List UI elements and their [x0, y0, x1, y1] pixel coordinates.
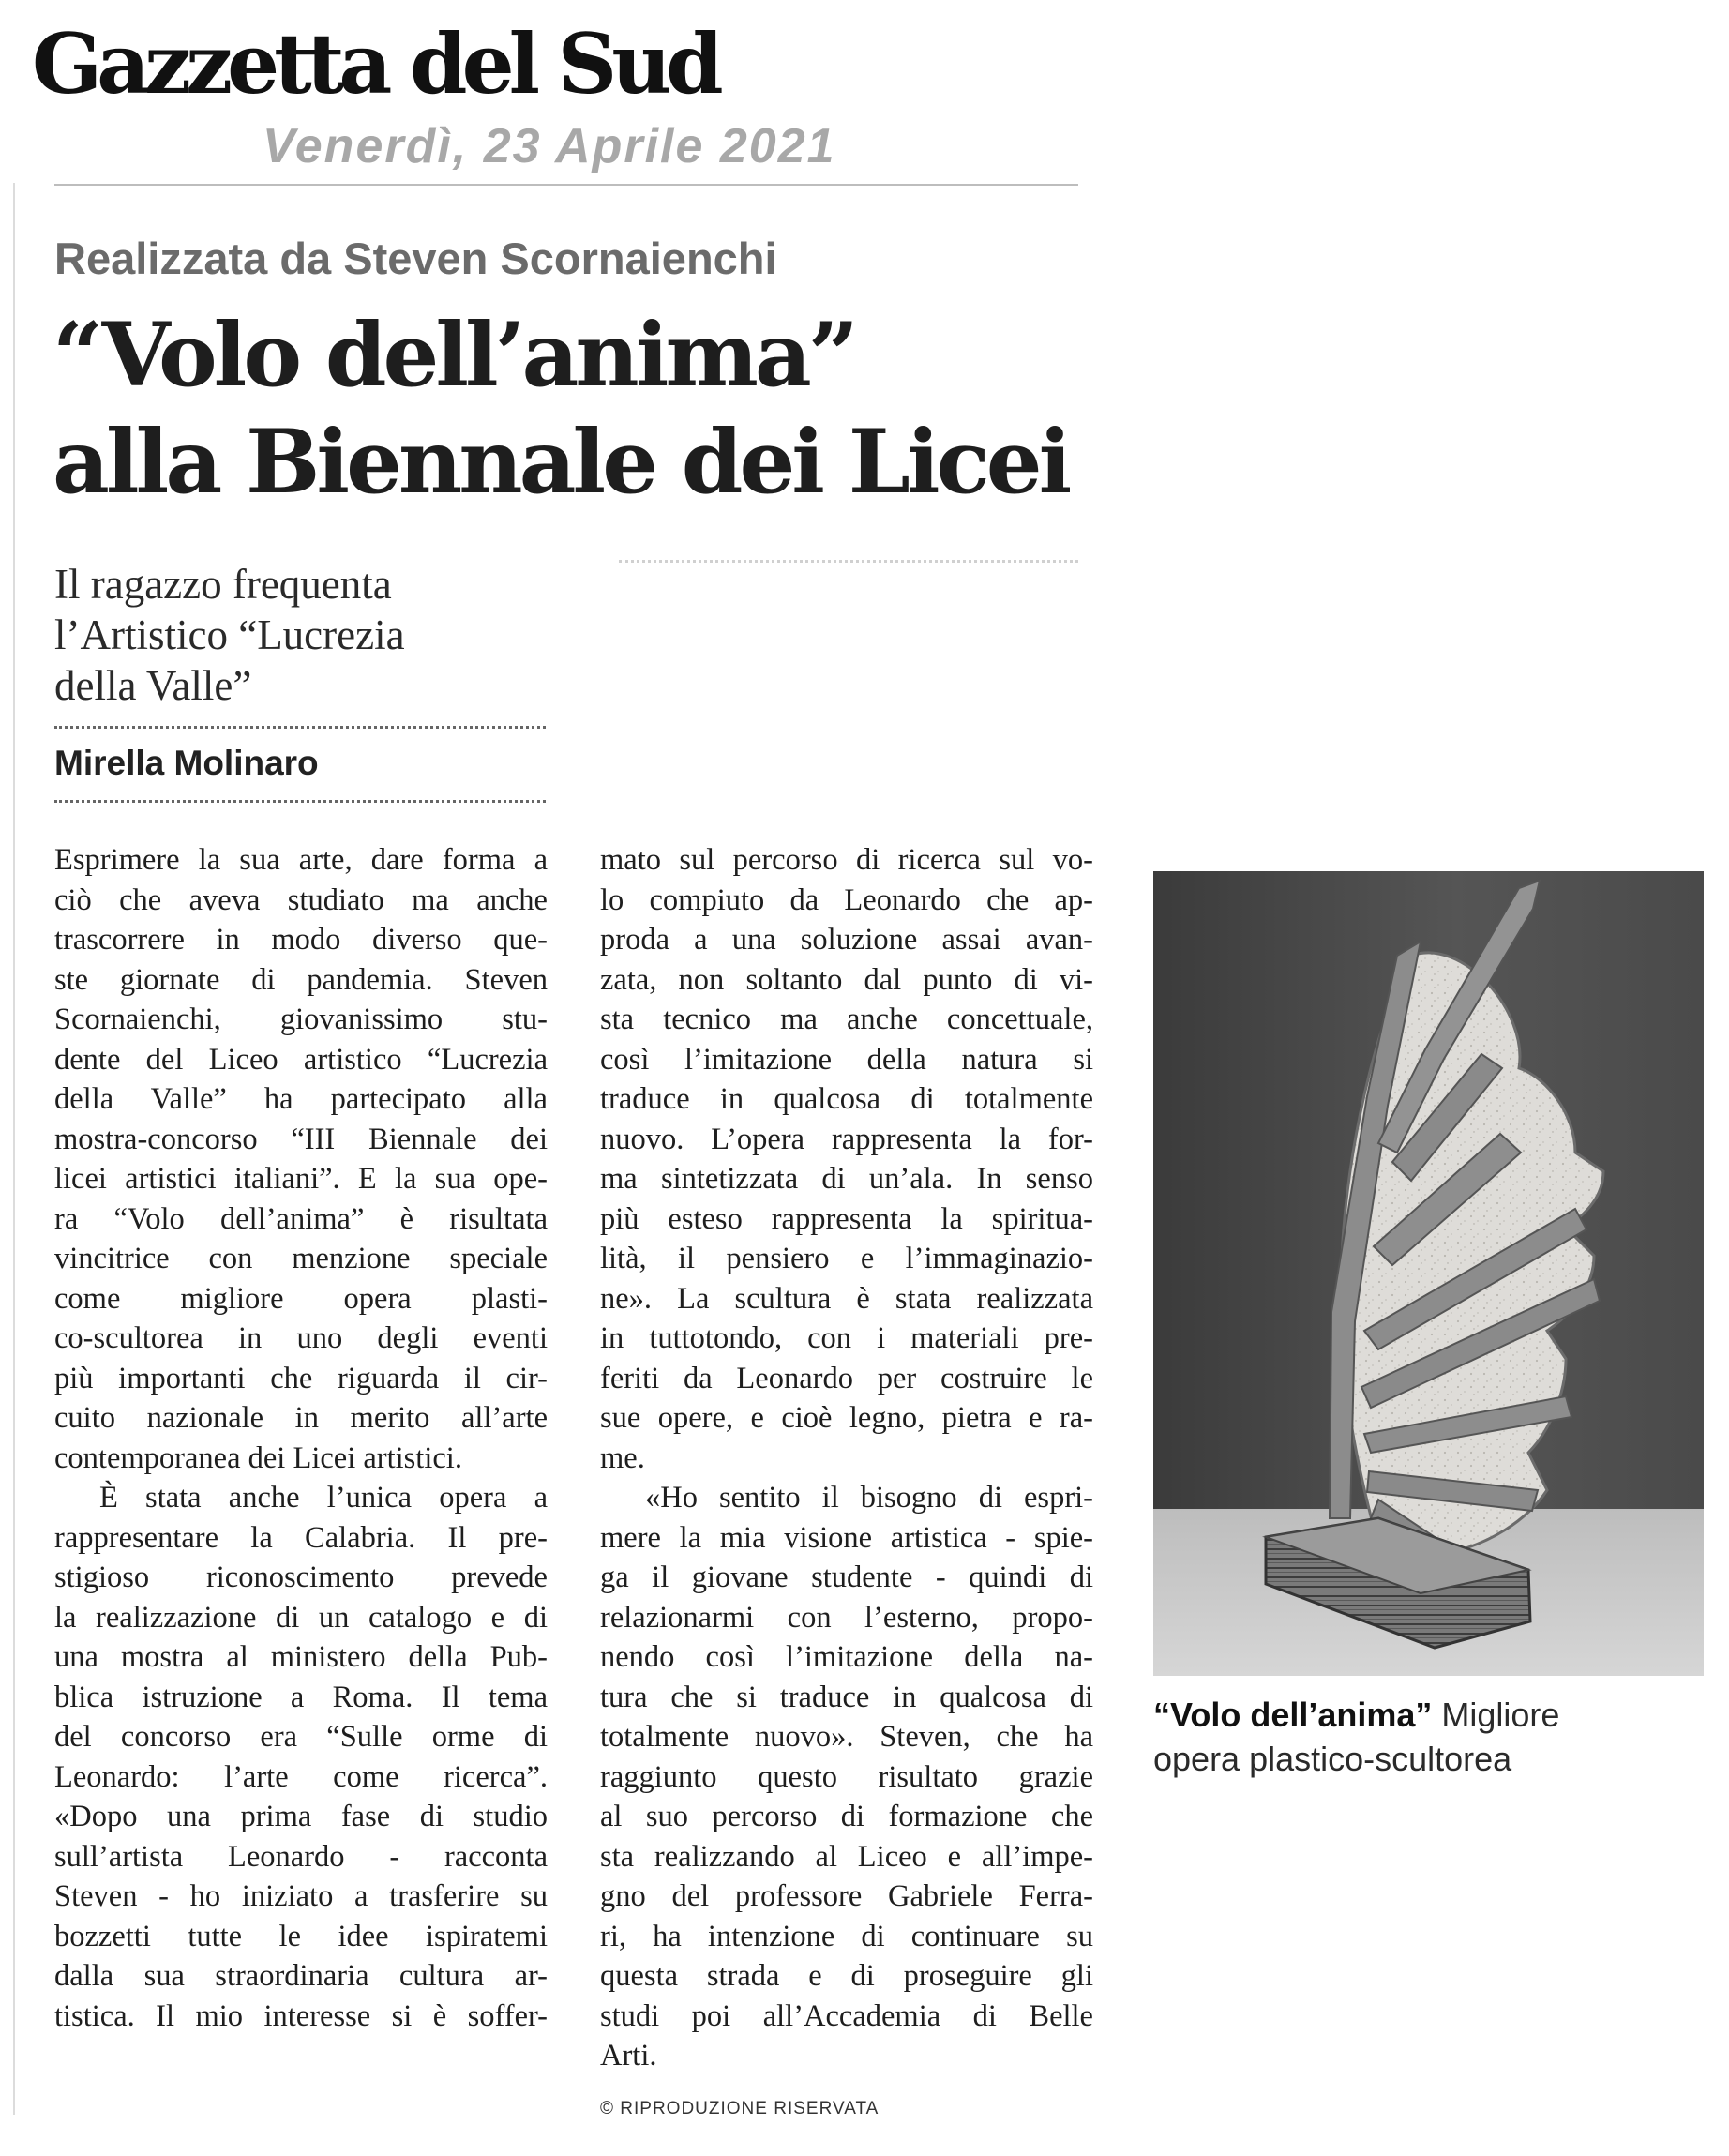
text-line: sta realizzando al Liceo e all’impe-	[600, 1839, 1093, 1874]
text-line: rappresentare la Calabria. Il pre-	[54, 1520, 548, 1555]
deck-line: Il ragazzo frequenta	[54, 561, 392, 608]
article-kicker: Realizzata da Steven Scornaienchi	[54, 234, 777, 283]
caption-title: “Volo dell’anima”	[1153, 1696, 1433, 1734]
caption-text: opera plastico-scultorea	[1153, 1740, 1512, 1778]
headline-line: alla Biennale dei Licei	[53, 411, 1069, 514]
text-line: totalmente nuovo». Steven, che ha	[600, 1720, 1093, 1754]
article-column-2	[600, 840, 1093, 2076]
text-line: così l’imitazione della natura si	[600, 1042, 1093, 1077]
text-line: in tuttotondo, con i materiali pre-	[600, 1321, 1093, 1355]
text-line: dente del Liceo artistico “Lucrezia	[54, 1042, 548, 1077]
text-line: Scornaienchi, giovanissimo stu-	[54, 1003, 548, 1036]
text-line: licei artistici italiani”. E la sua ope-	[54, 1162, 548, 1196]
issue-date: Venerdì, 23 Aprile 2021	[263, 119, 836, 173]
text-line: la realizzazione di un catalogo e di	[54, 1600, 548, 1635]
text-line: ciò che aveva studiato ma anche	[54, 882, 548, 917]
text-line: bozzetti tutte le idee ispiratemi	[54, 1919, 548, 1953]
text-line: tura che si traduce in qualcosa di	[600, 1680, 1093, 1714]
text-line: mere la mia visione artistica - spie-	[600, 1520, 1093, 1555]
text-line: gno del professore Gabriele Ferra-	[600, 1879, 1093, 1913]
print-speckle	[619, 560, 1078, 563]
article-headline	[53, 302, 1068, 516]
text-line: relazionarmi con l’esterno, propo-	[600, 1600, 1093, 1635]
headline-line: “Volo dell’anima”	[53, 304, 855, 407]
text-line: stigioso riconoscimento prevede	[54, 1560, 548, 1594]
text-line: traduce in qualcosa di totalmente	[600, 1082, 1093, 1116]
text-line: «Dopo una prima fase di studio	[54, 1800, 548, 1833]
text-line: della Valle” ha partecipato alla	[54, 1082, 548, 1116]
copyright-notice: © RIPRODUZIONE RISERVATA	[600, 2099, 880, 2118]
text-line: mato sul percorso di ricerca sul vo-	[600, 843, 1093, 877]
photo-caption	[1153, 1693, 1716, 1781]
text-line: tistica. Il mio interesse si è soffer-	[54, 1998, 548, 2033]
text-line: zata, non soltanto dal punto di vi-	[600, 962, 1093, 997]
dotted-divider	[54, 800, 546, 803]
text-line: lità, il pensiero e l’immaginazio-	[600, 1242, 1093, 1275]
text-line: più esteso rappresenta la spiritua-	[600, 1201, 1093, 1236]
text-line: sue opere, e cioè legno, pietra e ra-	[600, 1401, 1093, 1435]
text-line: sull’artista Leonardo - racconta	[54, 1839, 548, 1874]
text-line: Esprimere la sua arte, dare forma a	[54, 843, 548, 877]
deck-line: l’Artistico “Lucrezia	[54, 611, 405, 658]
text-line: trascorrere in modo diverso que-	[54, 923, 548, 957]
text-line: del concorso era “Sulle orme di	[54, 1720, 548, 1754]
text-line: Steven - ho iniziato a trasferire su	[54, 1879, 548, 1913]
text-line: al suo percorso di formazione che	[600, 1800, 1093, 1833]
text-line: vincitrice con menzione speciale	[54, 1242, 548, 1275]
text-line: co-scultorea in uno degli eventi	[54, 1321, 548, 1355]
newspaper-masthead: Gazzetta del Sud	[32, 15, 718, 113]
text-line: raggiunto questo risultato grazie	[600, 1759, 1093, 1794]
text-line: lo compiuto da Leonardo che ap-	[600, 882, 1093, 917]
text-line: ri, ha intenzione di continuare su	[600, 1919, 1093, 1953]
author-byline: Mirella Molinaro	[54, 744, 319, 782]
text-line: ra “Volo dell’anima” è risultata	[54, 1201, 548, 1236]
text-line: ma sintetizzata di un’ala. In senso	[600, 1162, 1093, 1196]
article-column-1	[54, 840, 548, 2036]
text-line: blica istruzione a Roma. Il tema	[54, 1680, 548, 1714]
text-line: Arti.	[600, 2039, 657, 2073]
dotted-divider	[54, 726, 546, 729]
text-line: come migliore opera plasti-	[54, 1281, 548, 1316]
text-line: contemporanea dei Licei artistici.	[54, 1440, 462, 1475]
text-line: ne». La scultura è stata realizzata	[600, 1281, 1093, 1316]
text-line: sta tecnico ma anche concettuale,	[600, 1003, 1093, 1036]
text-line: nendo così l’imitazione della na-	[600, 1640, 1093, 1674]
text-line: Leonardo: l’arte come ricerca”.	[54, 1759, 548, 1794]
text-line: feriti da Leonardo per costruire le	[600, 1361, 1093, 1395]
text-line: una mostra al ministero della Pub-	[54, 1640, 548, 1674]
text-line: ste giornate di pandemia. Steven	[54, 962, 548, 997]
deck-line: della Valle”	[54, 662, 252, 709]
text-line: questa strada e di proseguire gli	[600, 1959, 1093, 1993]
text-line: mostra-concorso “III Biennale dei	[54, 1122, 548, 1156]
text-line: nuovo. L’opera rappresenta la for-	[600, 1122, 1093, 1156]
text-line: «Ho sentito il bisogno di espri-	[645, 1481, 1093, 1515]
text-line: me.	[600, 1440, 645, 1475]
sculpture-photo	[1153, 871, 1704, 1676]
text-line: È stata anche l’unica opera a	[99, 1481, 548, 1515]
header-divider	[54, 184, 1078, 186]
text-line: studi poi all’Accademia di Belle	[600, 1998, 1093, 2033]
clipping-edge-line	[13, 183, 15, 2115]
text-line: più importanti che riguarda il cir-	[54, 1361, 548, 1395]
caption-text: Migliore	[1432, 1696, 1560, 1734]
text-line: ga il giovane studente - quindi di	[600, 1560, 1093, 1594]
text-line: proda a una soluzione assai avan-	[600, 923, 1093, 957]
text-line: dalla sua straordinaria cultura ar-	[54, 1959, 548, 1993]
text-line: cuito nazionale in merito all’arte	[54, 1401, 548, 1435]
article-deck	[54, 559, 579, 711]
